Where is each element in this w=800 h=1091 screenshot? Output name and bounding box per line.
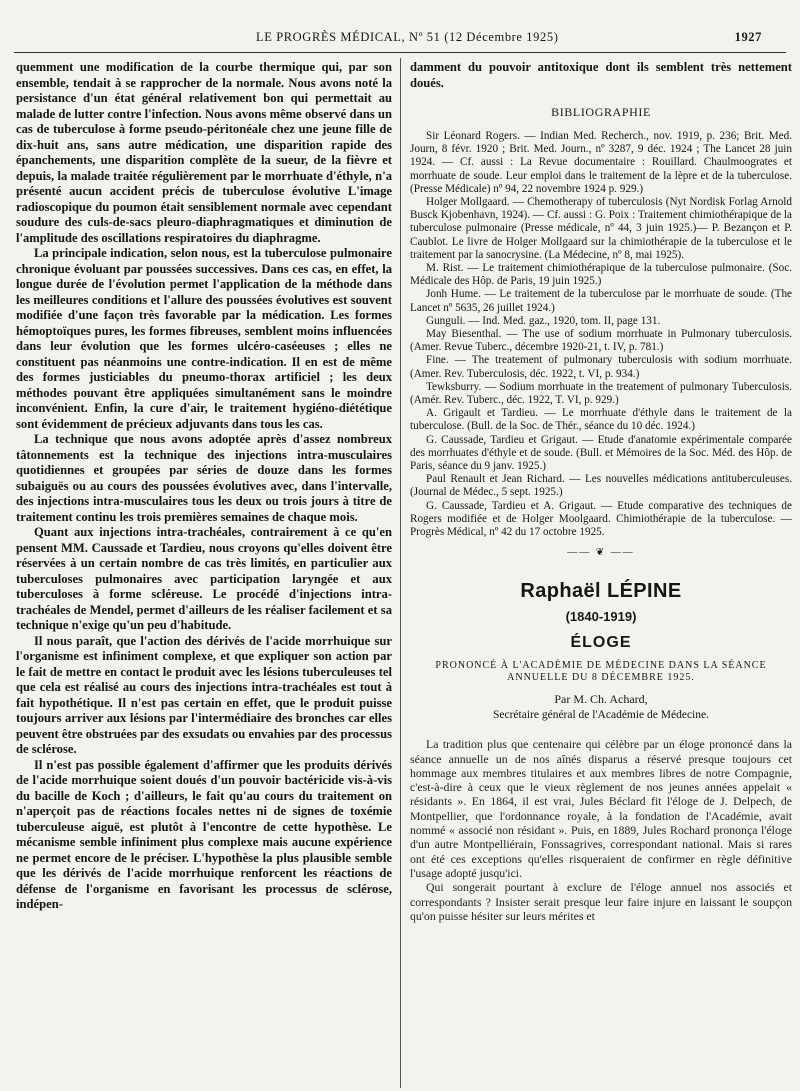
bibliography-entry: A. Grigault et Tardieu. — Le morrhuate d'éthyle dans le traitement de la tuberculose. (Bull. de la Soc. de Thér., séance du 10 déc. 1924.): [410, 407, 792, 433]
bibliography-list: [410, 130, 792, 539]
bibliography-entry: Gunguli. — Ind. Med. gaz., 1920, tom. II, page 131.: [426, 314, 661, 327]
running-header: [0, 0, 800, 44]
paragraph: La tradition plus que centenaire qui célèbre par un éloge prononcé dans la séance annuelle un de nos aînés disparus a réservé presque toujours cet hommage aux membres titulaires et aux membres libres de notre Compagnie, c'est-à-dire à ceux que le vieux règlement de nos jeunes années appelait « résidants ». En 1864, il est vrai, Jules Béclard fit l'éloge de J. Delpech, de Montpellier, que l'ordonnance royale, à la fondation de l'Académie, avait nommé « associé non résidant ». Puis, en 1889, Jules Rochard prononça l'éloge d'un autre Montpelliérain, Fonssagrives, correspondant national. Mais si rares ont été ces exceptions qu'elles risqueraient de confirmer en règle définitive l'usage adopté jusqu'ici.: [410, 737, 792, 880]
bibliography-heading: BIBLIOGRAPHIE: [551, 105, 651, 119]
header-rule: [14, 52, 786, 53]
paragraph: Il n'est pas possible également d'affirmer que les produits dérivés de l'acide morrhuique soient doués d'un pouvoir bactéricide vis-à-vis du bacille de Koch ; d'ailleurs, le fait qu'au cours du traitement on n'aperçoit pas de réactions focales nettes ni de signes de toxémie tuberculeuse aiguë, est plutôt à l'encontre de cette hypothèse. Le mécanisme semble infiniment plus complexe mais aucune expérience ne permet encore de le préciser. L'hypothèse la plus plausible semble que les dérivés de l'acide morrhuique renforcent les réactions de défense de l'organisme en favorisant les processus de sclérose, indépen-: [16, 757, 392, 911]
bibliography-entry: Sir Léonard Rogers. — Indian Med. Recherch., nov. 1919, p. 236; Brit. Med. Journ, 8 févr. 1920 ; Brit. Med. Journ., nº 3287, 9 déc. 1924 ; The Lancet 28 juin 1924. — Cf. aussi : La Revue documentaire : Rouillard. Chaulmoogrates et morrhuate de soude. Leur emploi dans le traitement de la lèpre et de la tuberculose. (Presse Médicale) nº 94, 22 novembre 1924 p. 929.): [410, 130, 792, 195]
bibliography-entry: Paul Renault et Jean Richard. — Les nouvelles médications antituberculeuses. (Journal de Médec., 5 sept. 1925.): [410, 473, 792, 499]
article-subtitle: PRONONCÉ À L'ACADÉMIE DE MÉDECINE DANS LA SÉANCE ANNUELLE DU 8 DÉCEMBRE 1925.: [435, 660, 767, 684]
bibliography-entry: May Biesenthal. — The use of sodium morrhuate in Pulmonary tuberculosis. (Amer. Revue Tuberc., décembre 1920-21, t. IV, p. 781.): [410, 328, 792, 354]
left-column: [16, 60, 392, 1090]
bibliography-entry: Tewksburry. — Sodium morrhuate in the treatement of pulmonary Tuberculosis. (Amér. Rev. Tuberc., déc. 1922, T. VI, p. 929.): [410, 380, 792, 407]
paragraph: La technique que nous avons adoptée après d'assez nombreux tâtonnements est la technique des injections intra-musculaires quotidiennes et groupées par séries de douze dans les formes subaiguës ou au cours des poussées évolutives avec, dans l'intervalle, des injections intra-musculaires tous les deux ou trois jours à titre de traitement continu les trois premières semaines de chaque mois.: [16, 432, 392, 524]
paragraph: Il nous paraît, que l'action des dérivés de l'acide morrhuique sur l'organisme est infiniment complexe, et que expliquer son action par le fait de mettre en contact le produit avec les lésions tuberculeuses tel que cela est réalisé au cours des injections intra-trachéales est tout à fait hypothétique. Il n'est pas certain en effet, que le produit puisse toujours arriver aux lésions par l'intermédiaire des bronches car elles peuvent être obstruées par des exsudats ou envahies par des processus de sclérose.: [16, 633, 392, 756]
paragraph: Quant aux injections intra-trachéales, contrairement à ce qu'en pensent MM. Caussade et Tardieu, nous croyons qu'elles doivent être réservées à un certain nombre de cas très limités, en particulier aux tuberculoses pulmonaires avec participation laryngée et aux tuberculoses à forme scléreuse. Le procédé d'injections intra-trachéales de Mendel, permet d'ailleurs de les réaliser facilement et sa technique n'exige qu'un peu d'habitude.: [16, 525, 392, 632]
eloge-article: [410, 580, 792, 923]
article-body: [410, 737, 792, 923]
author-role: Secrétaire général de l'Académie de Médecine.: [493, 709, 709, 722]
bibliography-entry: M. Rist. — Le traitement chimiothérapique de la tuberculose pulmonaire. (Soc. Médicale des Hôp. de Paris, 19 juin 1925.): [410, 262, 792, 288]
bibliography-entry: Fine. — The treatement of pulmonary tuberculosis with sodium morrhuate. (Amer. Rev. Tuberculosis, déc. 1922, t. VI, p. 934.): [410, 354, 792, 380]
article-author: Par M. Ch. Achard,: [554, 692, 648, 707]
page-number: 1927: [734, 30, 762, 44]
paragraph: Qui songerait pourtant à exclure de l'éloge annuel nos associés et correspondants ? Insister serait presque leur faire injure en laissant le soupçon qu'on puisse hésiter sur leurs mérites et: [410, 880, 792, 923]
bibliography-entry: G. Caussade, Tardieu et A. Grigaut. — Etude comparative des techniques de Rogers modifiée et de Holger Moolgaard. Chimiothérapie de la tuberculose. — Progrès Médical, nº 42 du 17 octobre 1925.: [410, 499, 792, 539]
right-column: [410, 60, 792, 1090]
paragraph: La principale indication, selon nous, est la tuberculose pulmonaire chronique évoluant par poussées successives. Dans ces cas, en effet, la longue durée de l'évolution permet l'application de la méthode dans les meilleures conditions et l'allure des poussées évolutives est souvent modifiée d'une façon très favorable par la médication. Les formes hémoptoïques pures, les formes fibreuses, semblent moins influencées dans leur évolution que les formes ulcéro-caséeuses ; elles ne constituent pas néanmoins une contre-indication. Il en est de même des formes justiciables du pneumo-thorax artificiel ; les deux méthodes pouvant être appliquées simultanément sans le moindre inconvénient. Enfin, la cure d'air, le traitement hygiéno-diététique sont évidemment de précieux adjuvants dans tous les cas.: [16, 246, 392, 431]
bibliography-entry: Holger Mollgaard. — Chemotherapy of tuberculosis (Nyt Nordisk Forlag Arnold Busck Kjobenhavn, 1924). — Cf. aussi : G. Poix : Traitement chimiothérapique de la tuberculose pulmonaire (Presse médicale, nº 44, 3 juin 1925.)— P. Bezançon et P. Caublot. Le livre de Holger Mollgaard sur la chimiothérapie de la tuberculose et le traitement par la sanocrysine. (La Médecine, nº 8, mai 1925).: [410, 196, 792, 261]
continued-paragraph: damment du pouvoir antitoxique dont ils semblent très nettement doués.: [410, 60, 792, 90]
column-divider: [400, 58, 401, 1088]
article-title: ÉLOGE: [570, 634, 632, 652]
journal-title: LE PROGRÈS MÉDICAL, Nº 51 (12 Décembre 1925): [256, 30, 559, 44]
paragraph: quemment une modification de la courbe thermique qui, par son ensemble, tendait à se rapprocher de la normale. Nous avons noté la persistance d'un état général relativement bon qui permettait au malade de lutter contre l'infection. Nous avons même observé dans un cas de tuberculose à forme pseudo-péritonéale chez une jeune fille de dix-huit ans, sans autre médication, une disparition rapide des épanchements, une disparition complète de la sueur, de la fièvre et depuis, la malade traitée régulièrement par le morrhuate d'éthyle, n'a présenté aucun accident précis de tuberculose évolutive L'image radioscopique du poumon était sensiblement normale avec cependant soudure des culs-de-sacs pleuro-diaphragmatiques et diminution de l'amplitude des oscillations respiratoires du diaphragme.: [16, 60, 392, 245]
bibliography-entry: G. Caussade, Tardieu et Grigaut. — Etude d'anatomie expérimentale comparée des morrhuates d'éthyle et de soude. (Bull. et Mémoires de la Soc. Méd. des Hôp. de Paris, séance du 9 janv. 1925.): [410, 433, 792, 473]
ornament-divider: —— ❦ ——: [567, 547, 635, 559]
article-subject-name: Raphaël LÉPINE: [520, 580, 682, 603]
bibliography-entry: Jonh Hume. — Le traitement de la tuberculose par le morrhuate de soude. (The Lancet nº 5635, 26 juillet 1924.): [410, 288, 792, 314]
article-subject-dates: (1840-1919): [565, 609, 637, 625]
